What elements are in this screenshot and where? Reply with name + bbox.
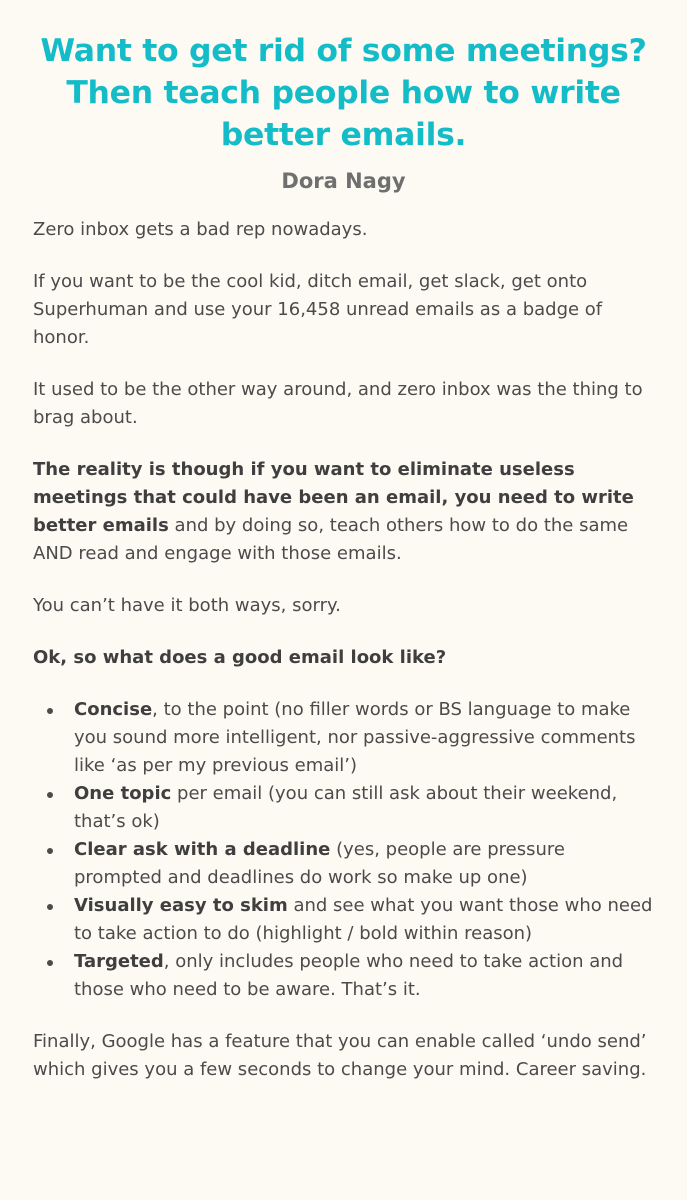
paragraph: It used to be the other way around, and zero inbox was the thing to brag about. bbox=[33, 379, 643, 428]
list-item bbox=[74, 948, 654, 1004]
paragraph bbox=[33, 456, 654, 568]
section-heading: Ok, so what does a good email look like? bbox=[33, 647, 447, 668]
list-item-text: , to the point (no filler words or BS language to make you sound more intelligent, nor passive-aggressive comments like ‘as per my previous email’) bbox=[74, 699, 636, 776]
list-item-text: (yes, people are pressure prompted and deadlines do work so make up one) bbox=[74, 839, 565, 888]
bullet-icon bbox=[47, 960, 53, 966]
article-body bbox=[33, 216, 654, 1084]
list-item-keyword: Targeted bbox=[74, 951, 164, 972]
bullet-icon bbox=[47, 792, 53, 798]
author-name: Dora Nagy bbox=[281, 169, 406, 193]
list-item-text: , only includes people who need to take action and those who need to be aware. That’s it. bbox=[74, 951, 624, 1000]
email-tips-list bbox=[33, 696, 654, 1004]
title-line: Then teach people how to write bbox=[66, 75, 621, 111]
bullet-icon bbox=[47, 848, 53, 854]
bullet-icon bbox=[47, 708, 53, 714]
article-title bbox=[33, 30, 654, 156]
list-item-text: and see what you want those who need to take action to do (highlight / bold within reason) bbox=[74, 895, 653, 944]
bullet-icon bbox=[47, 904, 53, 910]
list-item bbox=[74, 892, 654, 948]
title-line: better emails. bbox=[220, 117, 467, 153]
list-item-text: per email (you can still ask about their weekend, that’s ok) bbox=[74, 783, 618, 832]
list-item-keyword: Concise bbox=[74, 699, 153, 720]
paragraph: If you want to be the cool kid, ditch email, get slack, get onto Superhuman and use your 16,458 unread emails as a badge of honor. bbox=[33, 271, 603, 348]
paragraph bbox=[33, 644, 654, 672]
list-item-keyword: Clear ask with a deadline bbox=[74, 839, 331, 860]
paragraph: You can’t have it both ways, sorry. bbox=[33, 595, 341, 616]
list-item-keyword: Visually easy to skim bbox=[74, 895, 288, 916]
list-item-keyword: One topic bbox=[74, 783, 172, 804]
bold-statement: The reality is though if you want to eliminate useless meetings that could have been an email, you need to write better emails bbox=[33, 459, 634, 536]
list-item bbox=[74, 780, 654, 836]
list-item bbox=[74, 696, 654, 780]
paragraph: Finally, Google has a feature that you can enable called ‘undo send’ which gives you a few seconds to change your mind. Career saving. bbox=[33, 1031, 647, 1080]
list-item bbox=[74, 836, 654, 892]
paragraph-text: and by doing so, teach others how to do the same AND read and engage with those emails. bbox=[33, 515, 629, 564]
paragraph: Zero inbox gets a bad rep nowadays. bbox=[33, 219, 368, 240]
title-line: Want to get rid of some meetings? bbox=[40, 33, 647, 69]
